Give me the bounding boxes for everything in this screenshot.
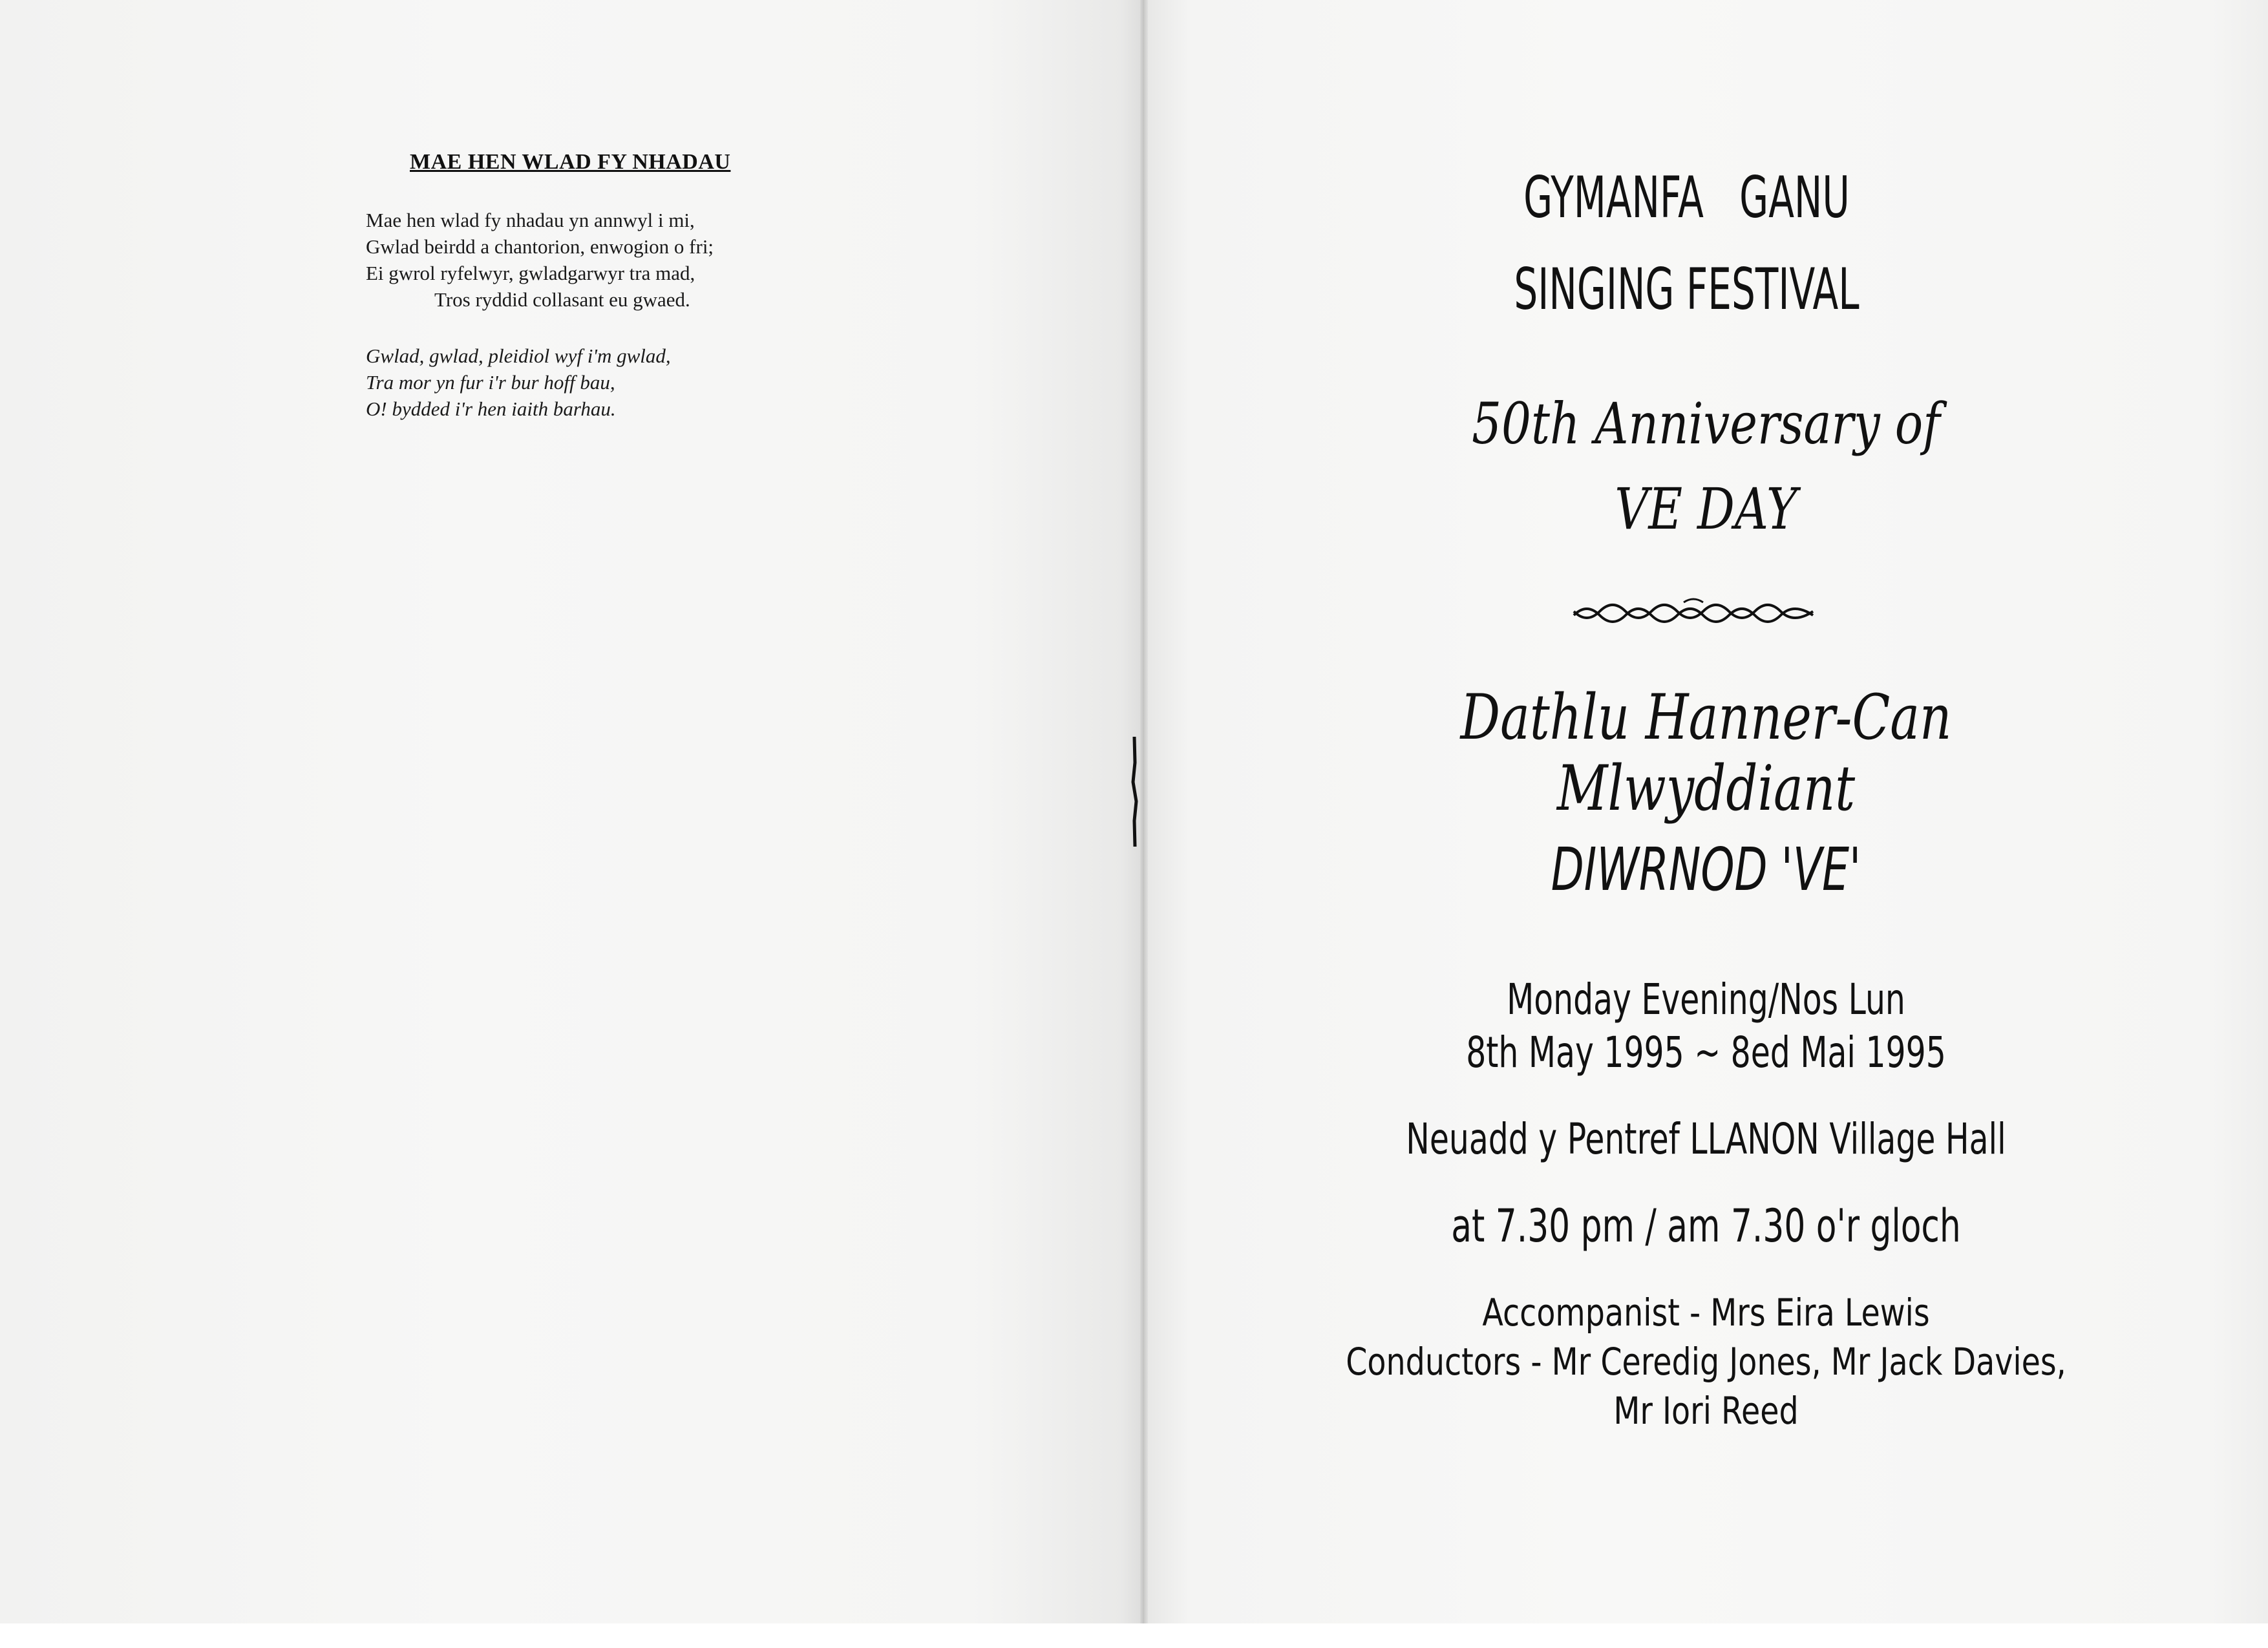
festival-title-line-2: SINGING FESTIVAL xyxy=(1514,256,1860,322)
conductors-line-2: Mr Iori Reed xyxy=(1613,1389,1799,1433)
anniversary-block-2 xyxy=(1144,476,2268,542)
anthem-verse-line: Ei gwrol ryfelwyr, gwladgarwyr tra mad, xyxy=(366,262,695,284)
festival-title-line-1: GYMANFA GANU xyxy=(1523,164,1850,231)
date-line-2: 8th May 1995 ~ 8ed Mai 1995 xyxy=(1466,1028,1946,1077)
anthem-chorus-line: O! bydded i'r hen iaith barhau. xyxy=(366,397,616,420)
festival-title-block xyxy=(1144,164,2268,231)
accompanist-block xyxy=(1144,1291,2268,1335)
staple-mark xyxy=(1130,737,1139,847)
decorative-divider-ornament xyxy=(1571,596,1816,631)
festival-title-block-2 xyxy=(1144,256,2268,322)
scan-margin xyxy=(0,1623,2268,1648)
welsh-title-block xyxy=(1144,681,2268,754)
anniversary-block xyxy=(1144,390,2268,457)
anniversary-line-2: VE DAY xyxy=(1615,476,1797,542)
anthem-verse-line: Mae hen wlad fy nhadau yn annwyl i mi, xyxy=(366,209,695,231)
time-block xyxy=(1144,1199,2268,1252)
anthem-verse xyxy=(366,207,714,313)
welsh-title-block-2 xyxy=(1144,752,2268,825)
conductors-block-2 xyxy=(1144,1389,2268,1433)
welsh-title-line-3: DIWRNOD 'VE' xyxy=(1551,835,1861,904)
anthem-chorus xyxy=(366,343,671,422)
venue-block xyxy=(1144,1114,2268,1164)
accompanist-line: Accompanist - Mrs Eira Lewis xyxy=(1482,1291,1930,1335)
conductors-line-1: Conductors - Mr Ceredig Jones, Mr Jack Davies, xyxy=(1346,1340,2066,1384)
venue-line: Neuadd y Pentref LLANON Village Hall xyxy=(1406,1114,2006,1164)
welsh-title-line-2: Mlwyddiant xyxy=(1556,752,1856,825)
date-block xyxy=(1144,975,2268,1024)
anthem-chorus-line: Gwlad, gwlad, pleidiol wyf i'm gwlad, xyxy=(366,344,671,367)
anniversary-line-1: 50th Anniversary of xyxy=(1472,390,1940,457)
welsh-title-line-1: Dathlu Hanner-Can xyxy=(1460,681,1952,754)
conductors-block xyxy=(1144,1340,2268,1384)
date-line-1: Monday Evening/Nos Lun xyxy=(1507,975,1905,1024)
anthem-verse-line: Tros ryddid collasant eu gwaed. xyxy=(434,288,690,311)
anthem-chorus-line: Tra mor yn fur i'r bur hoff bau, xyxy=(366,371,615,394)
welsh-title-block-3 xyxy=(1144,835,2268,904)
anthem-title: MAE HEN WLAD FY NHADAU xyxy=(410,150,731,174)
time-line: at 7.30 pm / am 7.30 o'r gloch xyxy=(1451,1199,1961,1252)
date-block-2 xyxy=(1144,1028,2268,1077)
anthem-verse-line: Gwlad beirdd a chantorion, enwogion o fri; xyxy=(366,235,714,258)
